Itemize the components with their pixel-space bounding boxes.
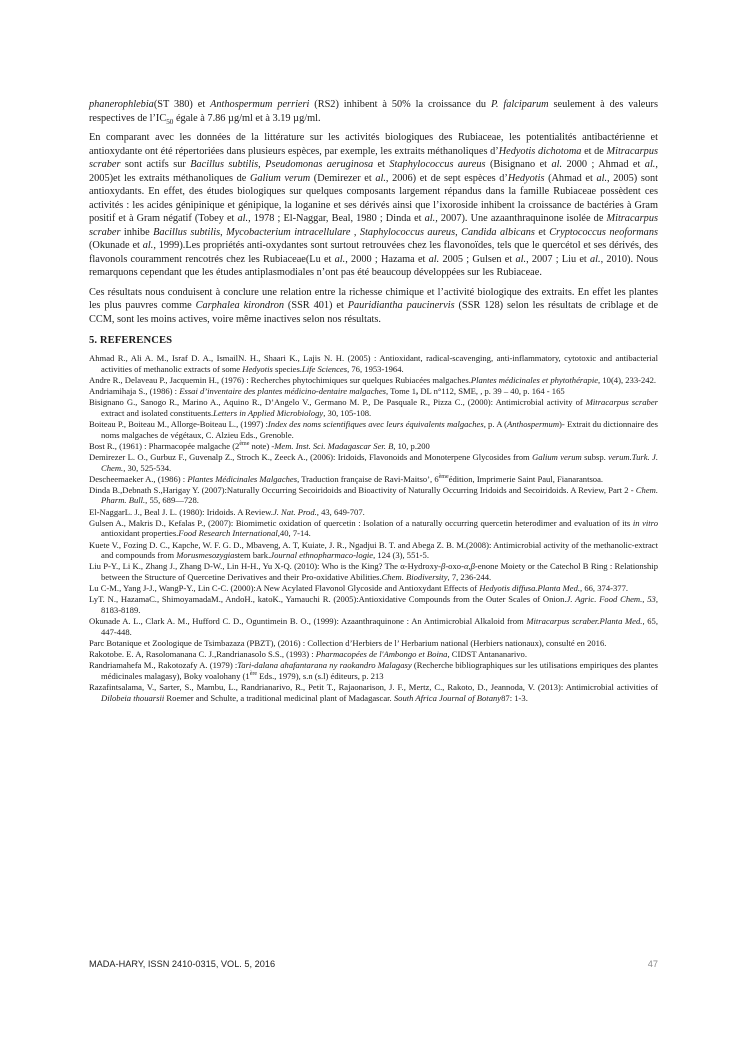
text-run: , 2007 ; Liu et (526, 253, 591, 265)
italic-run: al. (596, 172, 608, 184)
italic-run: Pseudomonas aeruginosa (265, 159, 374, 170)
text-run: p. A ( (485, 418, 507, 429)
text-run: 2007). Une azaanthraquinone isolée de (437, 213, 607, 224)
text-run: (Okunade et (89, 240, 143, 251)
text-run: , 30, 105-108. (323, 407, 372, 418)
reference-entry (89, 660, 658, 681)
text-run: , Traduction française de Ravi-Maitso’, 6 (297, 473, 439, 484)
text-run: ,40, 7-14. (277, 528, 311, 539)
text-run: 2005 ; Gulsen et (439, 253, 516, 265)
text-run: , 43, 649-707. (316, 506, 365, 517)
text-run: , 2005)et les extraits méthanoliques de (89, 159, 658, 184)
italic-run: Dilobeia thouarsii (101, 692, 165, 703)
italic-run: Candida albicans (461, 226, 535, 238)
text-run: , 2005) sont antioxydants. En effet, des études biologiques sur quelques composants largement répandus dans la famille Rubiaceae possèdent ces activités : les acides génipinique et génipique, la loganine et ses dérivés ainsi que l’ixoroside inhibent la croissance de bactéries à Gram positif et à Gram négatif (Tobey et (89, 172, 658, 224)
italic-run: al. (375, 172, 386, 184)
italic-run: Cryptococcus neoformans (549, 226, 658, 238)
reference-entry (89, 452, 658, 473)
italic-run: al., (424, 213, 438, 224)
superscript-run: ème (438, 473, 449, 480)
text-run: , 124 (3), 551-5. (373, 550, 429, 561)
text-run: et de (581, 145, 607, 157)
reference-entry (89, 594, 658, 615)
text-run: , 2000 ; Hazama et (345, 253, 429, 265)
italic-run: Hedyotis dichotoma (498, 145, 582, 157)
superscript-run: ère (249, 671, 258, 678)
text-run: et (534, 226, 550, 238)
text-run: Demirezer L. O., Gurbuz F., Guvenalp Z., Stroch K., Zeeck A., (2006): Iridoids, Flavonoids and Monoterpene Glycosides from (89, 451, 533, 462)
text-run: Parc Botanique et Zoologique de Tsimbazaza (PBZT), (2016) : Collection d’Herbiers de l’ Herbarium national (Herbiers nationaux), consulté en 2016. (89, 637, 607, 648)
text-run: (Demirezer et (310, 172, 376, 184)
italic-run: al. (428, 253, 440, 265)
text-run: -oxo- (445, 561, 464, 572)
text-run: , 55, 689—728. (145, 495, 199, 506)
reference-entry (89, 353, 658, 374)
footer-journal-info: MADA-HARY, ISSN 2410-0315, VOL. 5, 2016 (89, 959, 276, 969)
italic-run: al. (142, 240, 154, 251)
text-run: 87: 1-3. (501, 692, 528, 703)
italic-run: Galium verum (532, 451, 582, 462)
footer-page-number: 47 (647, 959, 658, 969)
text-run: , (642, 594, 648, 605)
text-run: , 65, 447-448. (101, 616, 658, 637)
text-run: , 30, 525-534. (123, 462, 172, 473)
italic-run: Chem. Pharm. Bull. (101, 484, 658, 506)
superscript-run: ème (239, 440, 250, 447)
text-run: Roemer and Schulte, a traditional medicinal plant of Madagascar. (164, 692, 394, 703)
italic-run: Hedyotis (507, 172, 545, 184)
text-run: LyT. N., HazamaC., ShimoyamadaM., AndoH., katoK., Yamauchi R. (2005):Antioxidative Compounds from the Outer Scales of Onion. (89, 594, 567, 605)
text-run: Razafintsalama, V., Sarter, S., Mambu, L., Randrianarivo, R., Petit T., Rajaonarison, J. F., Mertz, C., Rakoto, D., Jeannoda, V. (2013): Antimicrobial activities of (89, 682, 658, 693)
text-run: Andriamihaja S., (1986) : (89, 385, 180, 396)
results-discussion-text (89, 98, 658, 326)
text-run: (Bisignano et (485, 159, 552, 170)
reference-entry (89, 419, 658, 440)
italic-run: Bacillus subtilis (153, 226, 221, 238)
italic-run: Food Research International (178, 528, 278, 539)
italic-run: al. (515, 253, 527, 265)
text-run: Andre R., Delaveau P., Jacquemin H., (1976) : Recherches phytochimiques sur quelques Rubiacées malgaches. (89, 374, 471, 385)
reference-entry (89, 561, 658, 582)
italic-run: Anthospermum perrieri (210, 99, 310, 110)
italic-run: J. Agric. Food Chem. (566, 594, 643, 605)
italic-run: verum.Turk. J. Chem. (101, 451, 659, 473)
text-run: (Recherche bibliographiques sur les utilisations empiriques des plantes médicinales malagasy), Boky voalohany (1 (101, 660, 659, 681)
text-run: species. (272, 363, 302, 374)
references-list (89, 353, 658, 703)
text-run: Randriamahefa M., Rakotozafy A. (1979) : (89, 660, 238, 671)
text-run: antioxidant properties. (101, 528, 179, 539)
text-run: , (350, 226, 360, 238)
text-run: note) - (249, 440, 275, 451)
text-run: (RS2) inhibent à 50% la croissance du (309, 99, 491, 110)
text-run: , 1999).Les propriétés anti-oxydantes sont surtout retrouvées chez les flavonoïdes, tels que le quercétol et ses dérivés, des flavonols couramment rencotrés chez les Rubiaceae(Lu et (89, 240, 658, 265)
text-run: Kuete V., Fozing D. C., Kapche, W. F. G. D., Mbaveng, A. T, Kuiate, J. R., Ngadjui B. T. and Abega Z. B. M.(2008): Antimicrobial activity of the methanolic-extract and compounds from (89, 539, 658, 561)
italic-run: al. (334, 253, 346, 265)
text-run: , CIDST Antananarivo. (447, 649, 528, 660)
text-run: et (373, 159, 390, 170)
text-run: , 8183-8189. (101, 594, 658, 615)
text-run: , 10, p.200 (393, 440, 430, 451)
text-run: DL n°112, SME, , p. 39 – 40, p. 164 - 165 (418, 385, 565, 396)
italic-run: South Africa Journal of Botany (393, 692, 502, 703)
page-body (89, 98, 658, 704)
italic-run: Life Sciences (301, 363, 348, 374)
text-run: subsp. (581, 451, 609, 462)
page-footer (89, 959, 658, 975)
italic-run: al. (551, 159, 563, 170)
italic-run: Galium verum (249, 172, 311, 184)
text-run: 2000 ; Ahmad et (562, 159, 645, 170)
body-paragraph (89, 131, 658, 280)
reference-entry (89, 649, 658, 660)
text-run: Okunade A. L., Clark A. M., Hufford C. D., Oguntimein B. O., (1999): Azaanthraquinone : An Antimicrobial Alkaloid from (89, 616, 527, 627)
reference-entry (89, 518, 658, 539)
italic-run: Mem. Inst. Sci. Madagascar Ser. B (274, 440, 394, 451)
italic-run: Mitracarpus scraber.Planta Med. (526, 616, 643, 627)
text-run: , Tome 1 (385, 385, 417, 396)
text-run: , 2006) et de sept espèces d’ (385, 172, 508, 184)
text-run: , (416, 385, 419, 396)
italic-run: Journal ethnopharmaco-logie (270, 550, 374, 561)
italic-run: Tari-dalana ahafantarana ny raokandro Malagasy (237, 660, 412, 671)
italic-run: Mitracarpus scraber (89, 145, 658, 170)
italic-run: α,β (463, 561, 475, 572)
text-run: Gulsen A., Makris D., Kefalas P., (2007): Biomimetic oxidation of quercetin : Isolation of a naturally occurring quercetin heterodimer and evaluation of its (89, 517, 633, 528)
text-run: , (455, 226, 462, 238)
italic-run: Chem. Biodiversity (381, 572, 448, 582)
text-run: Liu P-Y., Li K., Zhang J., Zhang D-W., Lin H-H., Yu X-Q. (2010): Who is the King? The α-Hydroxy- (89, 561, 442, 572)
text-run: El-NaggarL. J., Beal J. L. (1980): Iridoids. A Review. (89, 506, 273, 517)
italic-run: Morusmesozygia (176, 550, 235, 561)
text-run: (Ahmad et (544, 172, 597, 184)
italic-run: al., (237, 213, 251, 224)
text-run: Ces résultats nous conduisent à conclure une relation entre la richesse chimique et l’activité biologique des extraits. En effet les plantes les plus pauvres comme (89, 286, 658, 311)
reference-entry (89, 441, 658, 452)
italic-run: Pauridiantha paucinervis (347, 300, 455, 311)
text-run: , 66, 374-377. (580, 583, 629, 594)
italic-run: Bacillus subtilis (190, 159, 259, 170)
body-paragraph (89, 98, 658, 125)
text-run: Bost R., (1961) : Pharmacopée malgache (2 (89, 440, 240, 451)
text-run: , (258, 159, 266, 170)
reference-entry (89, 507, 658, 518)
italic-run: Carphalea kirondron (195, 300, 284, 311)
reference-entry (89, 540, 658, 561)
reference-entry (89, 375, 658, 386)
text-run: 1978 ; El-Naggar, Beal, 1980 ; Dinda et (250, 213, 425, 224)
italic-run: Letters in Applied Microbiology (213, 407, 324, 418)
text-run: (ST 380) et (153, 99, 211, 110)
text-run: stem bark. (234, 550, 271, 561)
italic-run: Hedyotis (242, 363, 273, 374)
text-run: extract and isolated constituents. (101, 407, 214, 418)
text-run: , (220, 226, 227, 238)
reference-entry (89, 474, 658, 485)
italic-run: al. (590, 253, 601, 265)
italic-run: Mycobacterium intracellulare (226, 226, 351, 238)
italic-run: P. falciparum (490, 99, 549, 110)
text-run: (SSR 401) et (284, 300, 348, 311)
italic-run: β (441, 561, 446, 572)
body-paragraph (89, 286, 658, 327)
text-run: égale à 7.86 µg/ml et à 3.19 µg/ml. (173, 112, 321, 124)
text-run: En comparant avec les données de la littérature sur les activités biologiques des Rubiaceae, les potentialités antibactérienne et antioxydante ont été répertoriées dans plusieurs espèces, par exemple, les extraits méthanoliques d’ (89, 132, 658, 157)
italic-run: Staphylococcus aureus (389, 159, 486, 170)
reference-entry (89, 682, 658, 703)
text-run: , 76, 1953-1964. (347, 363, 404, 374)
reference-entry (89, 397, 658, 418)
text-run: , 2010). Nous remarquons cependant que les études antiplasmodiales n’ont pas été beaucoup développées sur les Rubiaceae. (89, 253, 658, 278)
text-run: -enone Moiety or the Catechol B Ring : Relationship between the Structure of Quercetine Derivatives and their Pro-oxidative Abilities. (101, 561, 658, 582)
reference-entry (89, 485, 658, 506)
text-run: inhibe (120, 226, 154, 238)
italic-run: al. (644, 159, 656, 170)
italic-run: Hedyotis diffusa.Planta Med. (479, 583, 581, 594)
italic-run: Essai d’inventaire des plantes médicino-dentaire malgaches (179, 385, 386, 396)
italic-run: Staphylococcus aureus (359, 226, 456, 238)
text-run: seulement à des valeurs respectives de l’IC (89, 99, 658, 124)
text-run: Bisignano G., Sanogo R., Marino A., Aquino R., D’Angelo V., Germano M. P., De Pasquale R., Pizza C., (2000): Antimicrobial activity of (89, 397, 586, 408)
italic-run: Plantes Médicinales Malgaches (187, 473, 298, 484)
text-run: Ahmad R., Ali A. M., Israf D. A., IsmailN. H., Shaari K., Lajis N. H. (2005) : Antioxidant, radical-scavenging, anti-inflammatory, cytotoxic and antibacterial activities of methanolic extracts of some (89, 353, 658, 374)
text-run: Dinda B.,Debnath S.,Harigay Y. (2007):Naturally Occurring Secoiridoids and Bioactivity of Naturally Occurring Iridoids and Secoiridoids. A Review, Part 2 - (89, 484, 636, 495)
italic-run: Pharmacopées de l'Ambongo et Boina (315, 649, 448, 660)
references-heading: 5. REFERENCES (89, 335, 173, 346)
text-run: Lu C-M., Yang J-J., WangP-Y., Lin C-C. (2000):A New Acylated Flavonol Glycoside and Antioxydant Effects of (89, 583, 480, 594)
italic-run: Anthospermum (506, 418, 560, 429)
text-run: , 7, 236-244. (447, 572, 492, 582)
text-run: Descheemaeker A., (1986) : (89, 473, 188, 484)
reference-entry (89, 616, 658, 637)
reference-entry (89, 638, 658, 649)
italic-run: J. Nat. Prod. (272, 506, 317, 517)
italic-run: Mitracarpus scraber (89, 213, 658, 238)
text-run: édition, Imprimerie Saint Paul, Fianarantsoa. (448, 473, 604, 484)
italic-run: phanerophlebia (89, 99, 154, 110)
italic-run: Mitracarpus scraber (585, 397, 659, 408)
text-run: (SSR 128) selon les résultats de criblage et de CCM, sont les moins actives, voire même inactives selon nos résultats. (89, 300, 659, 325)
text-run: Boiteau P., Boiteau M., Allorge-Boiteau L., (1997) : (89, 418, 268, 429)
italic-run: Index des noms scientifiques avec leurs équivalents malgaches, (267, 418, 486, 429)
italic-run: 53 (647, 594, 656, 605)
italic-run: Plantes médicinales et phytothérapie (470, 374, 599, 385)
text-run: , 10(4), 233-242. (598, 374, 657, 385)
reference-entry (89, 386, 658, 397)
reference-entry (89, 583, 658, 594)
text-run: Eds., 1979), s.n (s.l) éditeurs, p. 213 (257, 670, 384, 681)
subscript-run: 50 (166, 117, 174, 126)
text-run: sont actifs sur (120, 159, 191, 170)
text-run: Rakotobe. E. A, Rasolomanana C. J.,Randrianasolo S.S., (1993) : (89, 649, 316, 660)
text-run: )- Extrait du dictionnaire des noms malgaches de végétaux, C. Alzieu Eds., Grenoble. (101, 418, 658, 440)
italic-run: in vitro (632, 517, 659, 528)
